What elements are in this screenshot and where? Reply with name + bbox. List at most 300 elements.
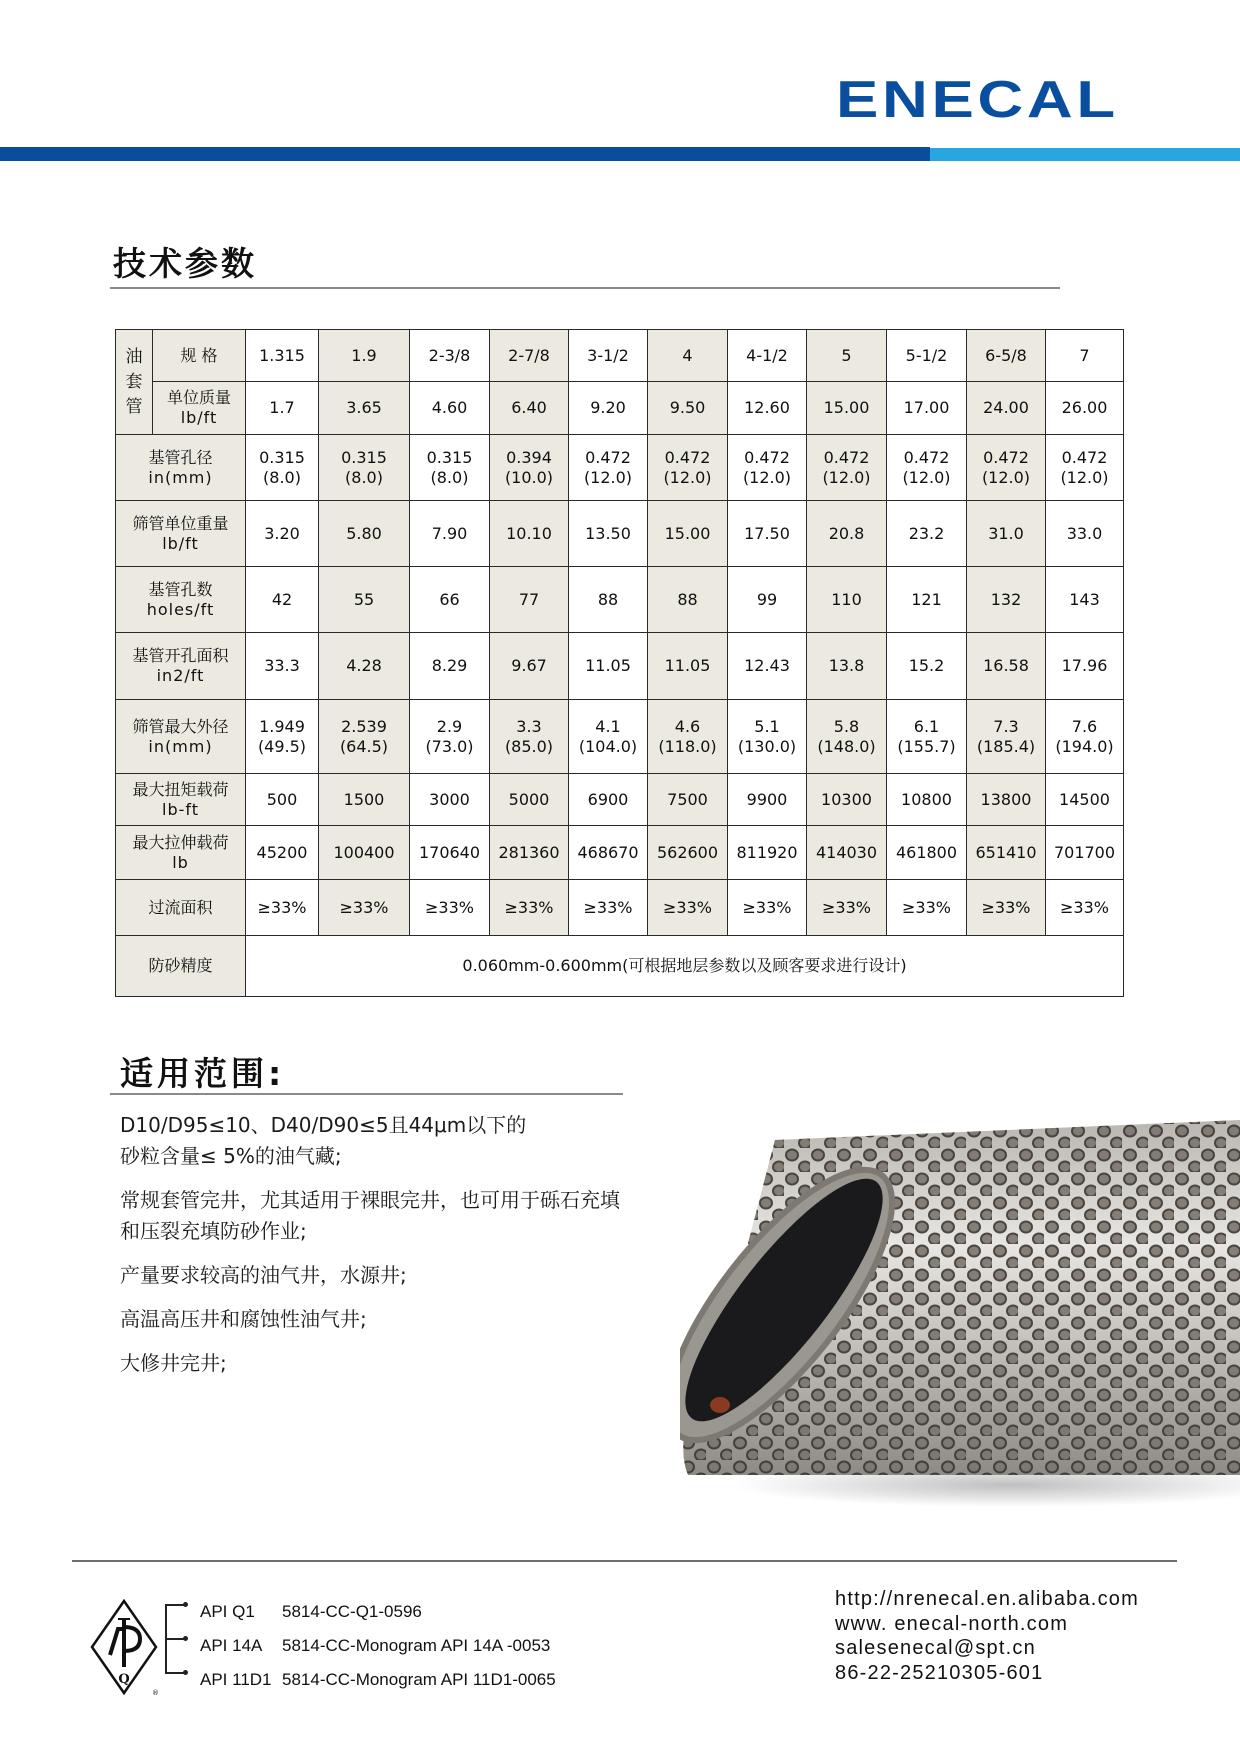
cell-value: 1.315	[259, 345, 305, 365]
cell-value-mm: (8.0)	[430, 467, 469, 487]
cell-value: 0.472	[1061, 447, 1108, 467]
cert-number: 5814-CC-Monogram API 11D1-0065	[282, 1670, 556, 1689]
cell-value: 24.00	[983, 398, 1029, 417]
spec-cell	[246, 382, 319, 435]
spec-cell	[1046, 330, 1124, 382]
cell-value: 143	[1069, 589, 1100, 609]
cert-row	[200, 1663, 556, 1697]
row-unit: lb/ft	[162, 533, 199, 553]
spec-cell	[648, 826, 728, 880]
cell-value: 11.05	[585, 656, 631, 675]
application-line: D10/D95≤10、D40/D90≤5且44μm以下的	[120, 1113, 527, 1137]
applications-title: 适用范围:	[120, 1054, 286, 1093]
spec-cell	[1046, 774, 1124, 826]
cell-value: 2.9	[436, 716, 463, 736]
cell-value: 23.2	[908, 523, 945, 543]
group-label-char: 油	[125, 346, 143, 367]
spec-cell	[490, 700, 569, 774]
logo-text: ENECAL	[836, 71, 1119, 129]
row-unit: in(mm)	[148, 736, 213, 756]
cell-value: 0.394	[506, 447, 552, 467]
cell-value-mm: (8.0)	[345, 467, 383, 487]
application-line: 大修井完井;	[120, 1351, 227, 1375]
alibaba-link[interactable]: http://nrenecal.en.alibaba.com	[835, 1588, 1139, 1610]
cert-number: 5814-CC-Q1-0596	[282, 1602, 422, 1621]
spec-row	[116, 435, 1124, 501]
cell-value: 281360	[498, 842, 560, 862]
row-header	[116, 880, 246, 936]
spec-cell	[967, 501, 1046, 567]
cell-value: 10300	[821, 789, 872, 809]
cell-value: 4.1	[595, 716, 621, 736]
header-bar-light	[930, 148, 1240, 161]
cell-value: 0.472	[983, 447, 1029, 467]
row-label: 筛管最大外径	[132, 716, 229, 736]
row-label: 基管孔径	[148, 447, 213, 467]
cell-value: 9900	[746, 789, 788, 809]
cell-value: 811920	[736, 842, 798, 862]
spec-cell	[569, 633, 648, 700]
phone-number: 86-22-25210305-601	[835, 1661, 1044, 1684]
group-label-char: 管	[125, 396, 143, 417]
cell-value: 10800	[901, 789, 952, 809]
cert-code: API 14A	[200, 1636, 263, 1655]
spec-row	[116, 880, 1124, 936]
cell-value: 15.00	[664, 523, 711, 543]
cell-value-mm: (148.0)	[817, 736, 876, 756]
cell-value: 1500	[343, 789, 385, 809]
cell-value: 3-1/2	[587, 345, 629, 365]
cell-value: 5000	[508, 789, 550, 809]
row-label: 筛管单位重量	[132, 513, 229, 533]
cell-value: 33.3	[264, 656, 300, 675]
cell-value: 42	[271, 589, 293, 609]
cell-value: 5.1	[754, 716, 780, 736]
cell-value: 461800	[895, 842, 958, 862]
cell-value: 12.60	[744, 398, 790, 417]
spec-cell	[887, 567, 967, 633]
cell-value: 0.472	[664, 447, 711, 467]
spec-section-title: 技术参数	[113, 244, 257, 283]
cell-value-mm: (49.5)	[257, 736, 307, 756]
spec-cell	[807, 700, 887, 774]
cell-value: ≥33%	[663, 897, 712, 917]
spec-cell	[1046, 880, 1124, 936]
spec-cell	[967, 330, 1046, 382]
cert-number: 5814-CC-Monogram API 14A -0053	[282, 1636, 551, 1655]
spec-cell	[319, 330, 410, 382]
cell-value: 3.3	[516, 716, 542, 736]
cell-value: 1.9	[351, 345, 377, 365]
cell-value: 2-7/8	[508, 345, 550, 365]
cell-value-mm: (130.0)	[737, 736, 797, 756]
spec-cell	[728, 435, 807, 501]
spec-cell	[648, 501, 728, 567]
spec-cell	[728, 330, 807, 382]
cell-value: 562600	[656, 842, 719, 862]
cell-value: 26.00	[1061, 398, 1108, 417]
cell-value-mm: (10.0)	[504, 467, 554, 487]
spec-cell	[246, 826, 319, 880]
spec-cell	[319, 826, 410, 880]
cell-value: 88	[597, 589, 619, 609]
cell-value: 7.3	[993, 716, 1019, 736]
spec-cell	[410, 880, 490, 936]
cell-value: 6-5/8	[985, 345, 1027, 365]
spec-cell	[410, 382, 490, 435]
cell-value-mm: (12.0)	[663, 467, 712, 487]
spec-row	[116, 501, 1124, 567]
spec-cell	[887, 435, 967, 501]
spec-cell	[569, 700, 648, 774]
cell-value: 55	[353, 589, 375, 609]
spec-cell	[887, 633, 967, 700]
cell-value: ≥33%	[981, 897, 1031, 917]
cell-value: 121	[911, 589, 942, 609]
cell-value: 5	[841, 345, 852, 365]
cell-value: 500	[266, 789, 298, 809]
cell-value: 4.28	[346, 656, 382, 675]
cell-value: ≥33%	[902, 897, 951, 917]
footer-rule	[72, 1560, 1177, 1562]
cell-value-mm: (155.7)	[897, 736, 956, 756]
spec-cell	[319, 382, 410, 435]
cell-value: 3.65	[346, 398, 382, 417]
spec-cell	[490, 330, 569, 382]
cell-value: 4.6	[674, 716, 701, 736]
spec-cell	[246, 880, 319, 936]
spec-cell	[728, 501, 807, 567]
row-unit: in2/ft	[156, 666, 205, 685]
sand-control-value: 0.060mm-0.600mm(可根据地层参数以及顾客要求进行设计)	[246, 936, 1124, 997]
cell-value: 15.00	[823, 398, 870, 417]
cell-value: 31.0	[988, 523, 1024, 543]
spec-cell	[569, 774, 648, 826]
spec-cell	[728, 826, 807, 880]
cell-value-mm: (12.0)	[902, 467, 951, 487]
spec-cell	[410, 774, 490, 826]
spec-cell	[246, 501, 319, 567]
spec-cell	[887, 826, 967, 880]
cell-value: 7.6	[1071, 716, 1098, 736]
row-unit: lb/ft	[180, 408, 218, 427]
cell-value: 0.472	[585, 447, 631, 467]
spec-cell	[807, 501, 887, 567]
spec-cell	[490, 880, 569, 936]
cell-value-mm: (104.0)	[578, 736, 638, 756]
spec-cell	[319, 501, 410, 567]
cell-value: 10.10	[506, 523, 552, 543]
cell-value: 0.315	[426, 447, 473, 467]
cert-row	[200, 1629, 556, 1663]
cell-value: 1.949	[259, 716, 305, 736]
row-label: 基管孔数	[148, 579, 213, 599]
spec-cell	[1046, 633, 1124, 700]
cell-value: 7	[1079, 345, 1090, 365]
spec-cell	[410, 700, 490, 774]
cell-value: 17.96	[1061, 656, 1108, 675]
spec-cell	[410, 826, 490, 880]
cell-value: 414030	[815, 842, 878, 862]
spec-cell	[807, 382, 887, 435]
header-bar-dark	[0, 147, 930, 161]
application-item	[120, 1110, 680, 1172]
row-header	[116, 501, 246, 567]
spec-cell	[967, 382, 1046, 435]
spec-cell	[410, 330, 490, 382]
cell-value: 651410	[975, 842, 1037, 862]
spec-cell	[1046, 826, 1124, 880]
row-label: 过流面积	[148, 897, 213, 917]
row-label: 规 格	[180, 345, 218, 365]
spec-cell	[807, 435, 887, 501]
spec-cell	[648, 774, 728, 826]
application-line: 砂粒含量≤ 5%的油气藏;	[120, 1144, 342, 1168]
cell-value: 33.0	[1066, 523, 1103, 543]
cell-value: ≥33%	[1060, 897, 1109, 917]
cell-value: 88	[677, 589, 698, 609]
cell-value: 5.80	[346, 523, 382, 543]
spec-cell	[728, 880, 807, 936]
cell-value: 9.20	[590, 398, 626, 417]
cell-value: 13800	[980, 789, 1032, 809]
cell-value: 13.8	[828, 656, 865, 675]
cell-value: 4.60	[431, 398, 468, 417]
cell-value: 0.315	[259, 447, 305, 467]
cell-value: 77	[518, 589, 540, 609]
spec-cell	[319, 880, 410, 936]
spec-cell	[490, 567, 569, 633]
cert-code: API 11D1	[200, 1670, 272, 1689]
application-line: 产量要求较高的油气井，水源井;	[120, 1263, 407, 1287]
application-line: 高温高压井和腐蚀性油气井;	[120, 1307, 367, 1331]
spec-row	[116, 633, 1124, 700]
cell-value: 15.2	[908, 656, 945, 675]
cell-value: 2.539	[341, 716, 387, 736]
cell-value: 14500	[1059, 789, 1110, 809]
cell-value: 16.58	[983, 656, 1029, 675]
row-header	[116, 700, 246, 774]
spec-cell	[807, 633, 887, 700]
spec-cell	[246, 435, 319, 501]
spec-row	[116, 774, 1124, 826]
spec-cell	[1046, 501, 1124, 567]
spec-cell	[728, 382, 807, 435]
spec-cell	[410, 501, 490, 567]
cell-value-mm: (12.0)	[742, 467, 792, 487]
spec-cell	[569, 330, 648, 382]
spec-cell	[728, 567, 807, 633]
spec-cell	[967, 633, 1046, 700]
spec-cell	[319, 774, 410, 826]
spec-cell	[967, 774, 1046, 826]
spec-cell	[807, 567, 887, 633]
spec-cell	[967, 826, 1046, 880]
spec-cell	[569, 880, 648, 936]
spec-cell	[728, 774, 807, 826]
spec-cell	[569, 501, 648, 567]
spec-cell	[569, 435, 648, 501]
application-line: 和压裂充填防砂作业;	[120, 1219, 307, 1243]
row-header	[116, 774, 246, 826]
spec-cell	[887, 700, 967, 774]
cell-value: ≥33%	[425, 897, 474, 917]
cell-value: 0.315	[341, 447, 387, 467]
cell-value-mm: (194.0)	[1055, 736, 1114, 756]
enecal-logo	[836, 71, 1146, 129]
cell-value: 5.8	[833, 716, 860, 736]
cell-value-mm: (85.0)	[504, 736, 554, 756]
screen-pipe-product-image	[680, 1100, 1240, 1520]
row-unit: holes/ft	[146, 599, 215, 619]
cell-value: 45200	[256, 842, 308, 862]
cell-value: 100400	[333, 842, 395, 862]
cell-value-mm: (12.0)	[981, 467, 1031, 487]
certifications-list	[200, 1595, 556, 1697]
spec-row	[116, 700, 1124, 774]
tubing-group-label	[116, 330, 153, 435]
cell-value: 13.50	[585, 523, 631, 543]
cell-value: 170640	[418, 842, 481, 862]
row-header: 防砂精度	[116, 936, 246, 997]
cell-value: 3000	[429, 789, 470, 809]
cert-bracket	[165, 1604, 187, 1674]
spec-cell	[887, 330, 967, 382]
contact-info	[835, 1587, 1139, 1685]
spec-row	[116, 567, 1124, 633]
cell-value: 4-1/2	[746, 345, 788, 365]
cell-value: ≥33%	[504, 897, 554, 917]
cell-value: 701700	[1053, 842, 1116, 862]
group-label-char: 套	[125, 371, 143, 392]
application-item	[120, 1260, 680, 1291]
spec-cell	[648, 435, 728, 501]
spec-cell	[967, 880, 1046, 936]
applications-title-rule	[110, 1093, 623, 1095]
cell-value: 20.8	[828, 523, 865, 543]
spec-cell	[967, 567, 1046, 633]
cell-value: 17.00	[903, 398, 950, 417]
spec-cell	[410, 633, 490, 700]
spec-cell	[887, 382, 967, 435]
api-monogram-logo	[88, 1597, 160, 1697]
spec-cell	[319, 435, 410, 501]
cell-value: 4	[682, 345, 693, 365]
cell-value: 5-1/2	[905, 345, 948, 365]
row-label: 最大扭矩载荷	[132, 779, 229, 799]
spec-cell	[728, 633, 807, 700]
spec-cell	[410, 567, 490, 633]
cell-value: 7500	[667, 789, 708, 809]
cell-value: 0.472	[903, 447, 950, 467]
spec-cell	[490, 774, 569, 826]
row-header	[116, 633, 246, 700]
row-header	[116, 435, 246, 501]
spec-cell	[319, 633, 410, 700]
cell-value-mm: (64.5)	[339, 736, 389, 756]
spec-cell	[246, 633, 319, 700]
spec-row	[116, 826, 1124, 880]
application-item	[120, 1348, 680, 1379]
cell-value: ≥33%	[583, 897, 633, 917]
application-item	[120, 1185, 680, 1247]
email-link[interactable]: salesenecal@spt.cn	[835, 1637, 1036, 1659]
spec-cell	[569, 382, 648, 435]
spec-cell	[490, 633, 569, 700]
cell-value: 99	[756, 589, 778, 609]
cell-value: 468670	[577, 842, 639, 862]
row-label: 单位质量	[166, 388, 231, 407]
row-unit: lb	[172, 852, 189, 872]
application-line: 常规套管完井，尤其适用于裸眼完井，也可用于砾石充填	[120, 1188, 620, 1212]
row-unit: lb-ft	[162, 799, 199, 819]
spec-cell	[728, 700, 807, 774]
spec-cell	[246, 774, 319, 826]
cell-value-mm: (12.0)	[1060, 467, 1109, 487]
spec-cell	[246, 330, 319, 382]
cell-value: 6.40	[511, 398, 547, 417]
spec-cell	[648, 700, 728, 774]
spec-cell	[807, 880, 887, 936]
row-header	[153, 330, 246, 382]
row-label: 最大拉伸载荷	[132, 832, 229, 852]
spec-cell	[246, 700, 319, 774]
website-link[interactable]: www. enecal-north.com	[835, 1612, 1069, 1635]
spec-cell	[1046, 567, 1124, 633]
cell-value-mm: (8.0)	[263, 467, 301, 487]
spec-cell	[807, 826, 887, 880]
svg-text:®: ®	[152, 1689, 159, 1697]
spec-cell	[410, 435, 490, 501]
spec-cell	[967, 435, 1046, 501]
spec-cell	[490, 435, 569, 501]
cell-value: 3.20	[264, 523, 300, 543]
spec-cell	[807, 774, 887, 826]
cell-value: 9.50	[669, 398, 706, 417]
spec-row	[116, 330, 1124, 382]
cell-value: ≥33%	[257, 897, 307, 917]
spec-cell	[648, 880, 728, 936]
cell-value-mm: (12.0)	[583, 467, 633, 487]
row-header	[153, 382, 246, 435]
spec-cell	[648, 330, 728, 382]
spec-cell	[887, 501, 967, 567]
svg-text:Q: Q	[118, 1672, 130, 1687]
cell-value: 9.67	[511, 656, 547, 675]
cell-value: ≥33%	[822, 897, 871, 917]
row-unit: in(mm)	[148, 467, 213, 487]
cert-code: API Q1	[200, 1602, 255, 1621]
cell-value: 6.1	[913, 716, 940, 736]
spec-cell	[648, 567, 728, 633]
cell-value: 17.50	[744, 523, 790, 543]
cell-value-mm: (73.0)	[425, 736, 474, 756]
spec-cell	[1046, 700, 1124, 774]
cell-value: 6900	[587, 789, 629, 809]
spec-cell	[807, 330, 887, 382]
spec-cell	[569, 567, 648, 633]
spec-cell	[887, 880, 967, 936]
cell-value: 8.29	[431, 656, 468, 675]
spec-title-rule	[110, 287, 1060, 289]
cell-value-mm: (12.0)	[822, 467, 871, 487]
row-label: 基管开孔面积	[132, 646, 229, 665]
cell-value: 1.7	[269, 398, 295, 417]
sand-control-row	[116, 936, 1124, 997]
cell-value: ≥33%	[742, 897, 792, 917]
spec-cell	[490, 826, 569, 880]
spec-cell	[319, 567, 410, 633]
